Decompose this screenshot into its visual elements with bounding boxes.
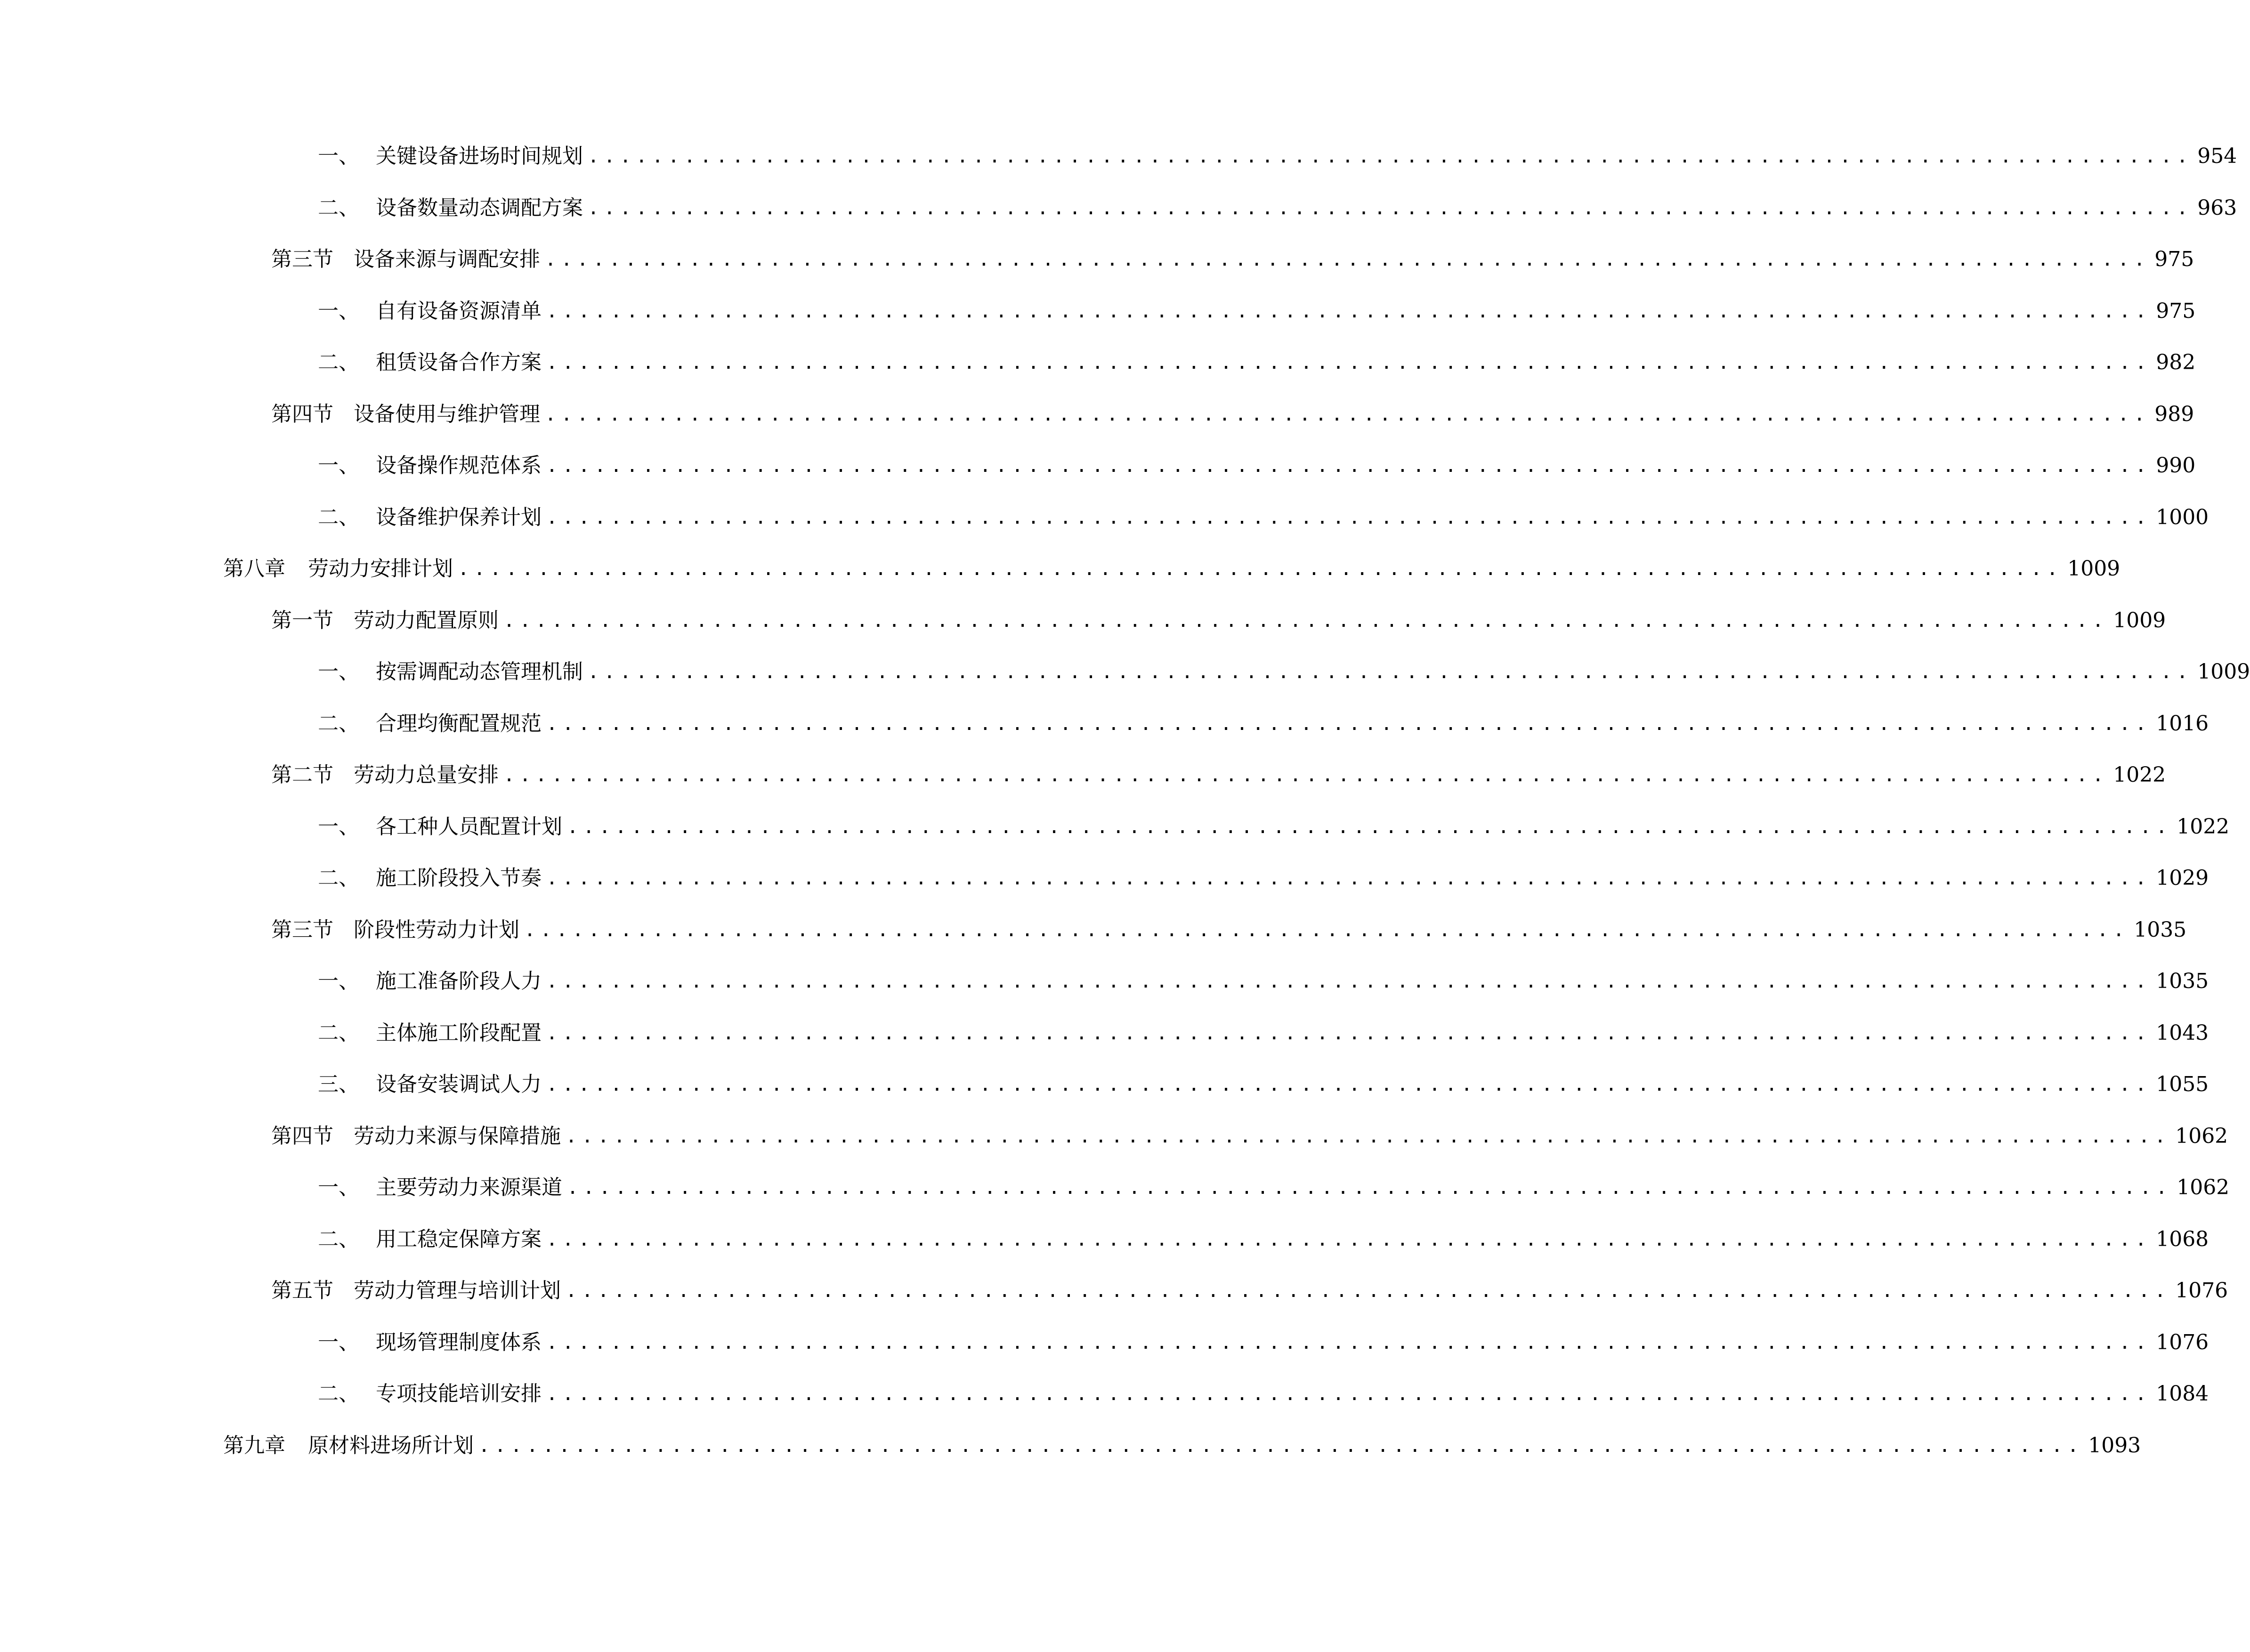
toc-dot-leader: .................................................................................................... — [546, 1074, 2152, 1095]
toc-entry-number: 一、 — [318, 660, 359, 684]
toc-entry-number: 二、 — [318, 505, 359, 529]
toc-entry-page-number: 1093 — [2088, 1433, 2141, 1458]
toc-entry[interactable] — [318, 292, 2196, 330]
toc-entry-page-number: 975 — [2156, 299, 2196, 323]
toc-entry[interactable] — [318, 1066, 2209, 1103]
toc-entry-title: 各工种人员配置计划 — [376, 815, 562, 839]
toc-dot-leader: .................................................................................................... — [567, 1177, 2172, 1199]
toc-entry-title: 劳动力来源与保障措施 — [354, 1124, 561, 1148]
toc-entry-page-number: 990 — [2156, 453, 2196, 478]
toc-entry-page-number: 1009 — [2067, 557, 2121, 581]
toc-entry-title: 现场管理制度体系 — [376, 1330, 542, 1354]
toc-entry-title: 劳动力总量安排 — [354, 763, 499, 787]
toc-entry-page-number: 1035 — [2134, 918, 2187, 942]
toc-entry-number: 一、 — [318, 1175, 359, 1199]
toc-entry-title: 按需调配动态管理机制 — [376, 660, 583, 684]
toc-entry-number: 二、 — [318, 712, 359, 736]
toc-entry-page-number: 1076 — [2156, 1330, 2209, 1354]
toc-entry-number: 三、 — [318, 1072, 359, 1096]
toc-dot-leader: .................................................................................................... — [588, 146, 2193, 167]
toc-entry-number: 第九章 — [223, 1433, 285, 1458]
toc-entry-number: 二、 — [318, 350, 359, 374]
toc-dot-leader: .................................................................................................... — [546, 713, 2152, 735]
toc-entry[interactable] — [271, 1118, 2228, 1155]
toc-entry-title: 专项技能培训安排 — [376, 1382, 542, 1406]
toc-entry-title: 劳动力配置原则 — [354, 608, 499, 632]
toc-entry-number: 第一节 — [271, 608, 333, 632]
toc-entry[interactable] — [318, 1014, 2209, 1052]
toc-entry-number: 第三节 — [271, 918, 333, 942]
toc-entry-title: 设备使用与维护管理 — [354, 402, 540, 426]
toc-entry[interactable] — [318, 808, 2230, 846]
toc-entry-page-number: 1076 — [2175, 1279, 2228, 1303]
toc-entry-title: 原材料进场所计划 — [308, 1433, 474, 1458]
toc-entry[interactable] — [318, 344, 2196, 381]
toc-entry-page-number: 1062 — [2175, 1124, 2228, 1148]
toc-entry-number: 第四节 — [271, 1124, 333, 1148]
toc-entry-page-number: 1062 — [2177, 1175, 2230, 1199]
toc-entry-number: 第八章 — [223, 557, 285, 581]
toc-entry-title: 主体施工阶段配置 — [376, 1021, 542, 1045]
toc-dot-leader: .................................................................................................... — [546, 867, 2152, 889]
toc-entry[interactable] — [271, 911, 2187, 949]
toc-entry[interactable] — [271, 756, 2166, 794]
toc-entry-title: 设备安装调试人力 — [376, 1072, 542, 1096]
toc-entry-page-number: 1068 — [2156, 1227, 2209, 1251]
toc-entry-page-number: 1009 — [2113, 608, 2166, 632]
toc-entry-number: 一、 — [318, 299, 359, 323]
toc-dot-leader: .................................................................................................... — [546, 1022, 2152, 1044]
toc-entry[interactable] — [318, 189, 2237, 227]
toc-dot-leader: .................................................................................................... — [546, 971, 2152, 992]
toc-entry-title: 劳动力管理与培训计划 — [354, 1279, 561, 1303]
toc-entry[interactable] — [318, 1324, 2209, 1361]
toc-entry[interactable] — [271, 241, 2194, 278]
toc-entry-number: 一、 — [318, 453, 359, 478]
toc-entry[interactable] — [223, 550, 2121, 588]
toc-entry-title: 设备数量动态调配方案 — [376, 196, 583, 220]
toc-entry-number: 一、 — [318, 969, 359, 993]
toc-entry-title: 设备来源与调配安排 — [354, 247, 540, 271]
toc-entry-number: 二、 — [318, 1227, 359, 1251]
toc-dot-leader: .................................................................................................... — [503, 764, 2109, 786]
toc-dot-leader: .................................................................................................... — [503, 610, 2109, 632]
toc-entry-page-number: 1055 — [2156, 1072, 2209, 1096]
toc-dot-leader: .................................................................................................... — [566, 1280, 2171, 1302]
toc-entry-title: 施工阶段投入节奏 — [376, 866, 542, 890]
toc-entry-title: 主要劳动力来源渠道 — [376, 1175, 562, 1199]
toc-entry-page-number: 1084 — [2156, 1382, 2209, 1406]
toc-entry-page-number: 1035 — [2156, 969, 2209, 993]
toc-entry-title: 设备维护保养计划 — [376, 505, 542, 529]
toc-entry-page-number: 954 — [2197, 144, 2237, 168]
toc-dot-leader: .................................................................................................... — [546, 1229, 2152, 1250]
toc-entry[interactable] — [318, 1375, 2209, 1413]
toc-dot-leader: .................................................................................................... — [588, 661, 2193, 683]
toc-dot-leader: .................................................................................................... — [545, 404, 2150, 425]
toc-entry-title: 租赁设备合作方案 — [376, 350, 542, 374]
toc-entry[interactable] — [318, 1221, 2209, 1258]
toc-dot-leader: .................................................................................................... — [546, 507, 2152, 528]
toc-entry-page-number: 963 — [2197, 196, 2237, 220]
toc-entry[interactable] — [318, 1169, 2230, 1207]
toc-entry-page-number: 1000 — [2156, 505, 2209, 529]
toc-entry-number: 二、 — [318, 866, 359, 890]
toc-entry-page-number: 1029 — [2156, 866, 2209, 890]
toc-entry-page-number: 982 — [2156, 350, 2196, 374]
toc-entry-number: 第二节 — [271, 763, 333, 787]
toc-entry-title: 合理均衡配置规范 — [376, 712, 542, 736]
toc-dot-leader: .................................................................................................... — [546, 1332, 2152, 1353]
toc-entry-number: 二、 — [318, 196, 359, 220]
toc-dot-leader: .................................................................................................... — [546, 1383, 2152, 1405]
toc-dot-leader: .................................................................................................... — [545, 249, 2150, 270]
toc-entry[interactable] — [318, 705, 2209, 743]
toc-entry-number: 一、 — [318, 815, 359, 839]
toc-dot-leader: .................................................................................................... — [458, 558, 2063, 580]
toc-entry-title: 阶段性劳动力计划 — [354, 918, 519, 942]
toc-entry[interactable] — [271, 602, 2166, 640]
toc-dot-leader: .................................................................................................... — [524, 919, 2129, 941]
toc-entry-page-number: 1016 — [2156, 712, 2209, 736]
toc-entry[interactable] — [318, 447, 2196, 485]
toc-entry-title: 关键设备进场时间规划 — [376, 144, 583, 168]
toc-entry-number: 第四节 — [271, 402, 333, 426]
toc-dot-leader: .................................................................................................... — [546, 455, 2152, 477]
toc-entry-page-number: 989 — [2154, 402, 2194, 426]
toc-entry[interactable] — [318, 653, 2250, 691]
toc-entry[interactable] — [318, 499, 2209, 536]
toc-dot-leader: .................................................................................................... — [566, 1126, 2171, 1147]
toc-entry-number: 一、 — [318, 144, 359, 168]
toc-entry-title: 设备操作规范体系 — [376, 453, 542, 478]
toc-entry-page-number: 975 — [2154, 247, 2194, 271]
toc-entry-title: 自有设备资源清单 — [376, 299, 542, 323]
toc-entry-page-number: 1022 — [2113, 763, 2166, 787]
toc-entry-number: 二、 — [318, 1021, 359, 1045]
toc-dot-leader: .................................................................................................... — [546, 300, 2152, 322]
toc-entry-title: 劳动力安排计划 — [308, 557, 453, 581]
toc-entry-title: 施工准备阶段人力 — [376, 969, 542, 993]
toc-entry[interactable] — [318, 138, 2237, 175]
toc-entry[interactable] — [318, 963, 2209, 1000]
toc-entry-title: 用工稳定保障方案 — [376, 1227, 542, 1251]
toc-dot-leader: .................................................................................................... — [567, 816, 2172, 838]
toc-entry-number: 一、 — [318, 1330, 359, 1354]
toc-dot-leader: .................................................................................................... — [546, 352, 2152, 373]
toc-entry-page-number: 1043 — [2156, 1021, 2209, 1045]
toc-entry[interactable] — [223, 1427, 2141, 1465]
toc-entry[interactable] — [318, 859, 2209, 897]
toc-dot-leader: .................................................................................................... — [588, 197, 2193, 219]
toc-entry-number: 第五节 — [271, 1279, 333, 1303]
toc-entry-number: 第三节 — [271, 247, 333, 271]
toc-entry-page-number: 1009 — [2197, 660, 2250, 684]
toc-dot-leader: .................................................................................................... — [478, 1435, 2084, 1457]
toc-entry-page-number: 1022 — [2177, 815, 2230, 839]
toc-entry-number: 二、 — [318, 1382, 359, 1406]
toc-entry[interactable] — [271, 1272, 2228, 1310]
toc-entry[interactable] — [271, 396, 2194, 433]
